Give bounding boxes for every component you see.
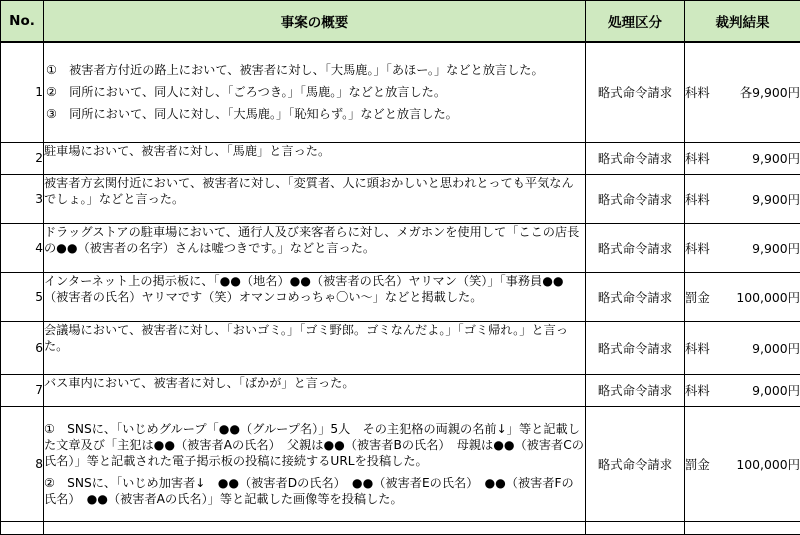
header-row (1, 1, 800, 43)
penalty-type: 科料 (685, 381, 710, 399)
result-cell (685, 374, 800, 406)
header-no: No. (1, 1, 44, 43)
case-summary-partial (44, 521, 586, 534)
case-summary: インターネット上の掲示板に、「●●（地名）●●（被害者の氏名）ヤリマン（笑）」「事務員●●（被害者の氏名）ヤリマです（笑）オマンコめっちゃ〇い～」などと掲載した。 (44, 272, 586, 321)
table-row (1, 272, 800, 321)
case-summary: 駐車場において、被害者に対し、「馬鹿」と言った。 (44, 142, 586, 174)
procedure-cell: 略式命令請求 (586, 272, 685, 321)
penalty-type: 科料 (685, 239, 710, 257)
penalty-type: 罰金 (685, 455, 710, 473)
procedure-cell: 略式命令請求 (586, 42, 685, 142)
result-cell (685, 321, 800, 374)
penalty-amount: 9,900円 (752, 190, 800, 208)
procedure-cell: 略式命令請求 (586, 374, 685, 406)
case-summary: 会議場において、被害者に対し、「おいゴミ。」「ゴミ野郎。ゴミなんだよ。」「ゴミ帰れ。」と言った。 (44, 321, 586, 374)
penalty-amount: 100,000円 (736, 288, 800, 306)
penalty-amount: 各9,900円 (740, 83, 800, 101)
header-procedure: 処理区分 (586, 1, 685, 43)
penalty-amount: 9,900円 (752, 239, 800, 257)
penalty-amount: 100,000円 (736, 455, 800, 473)
row-number: 1 (1, 42, 44, 142)
case-summary: バス車内において、被害者に対し、「ばかが」と言った。 (44, 374, 586, 406)
procedure-cell: 略式命令請求 (586, 406, 685, 521)
result-cell (685, 272, 800, 321)
result-cell-partial (685, 521, 800, 534)
procedure-cell: 略式命令請求 (586, 223, 685, 272)
table-row (1, 142, 800, 174)
result-cell (685, 142, 800, 174)
penalty-type: 科料 (685, 83, 710, 101)
table-row (1, 406, 800, 521)
row-number: 4 (1, 223, 44, 272)
result-cell (685, 406, 800, 521)
penalty-type: 科料 (685, 190, 710, 208)
case-item: ① SNSに、「いじめグループ「●●（グループ名）」5人 その主犯格の両親の名前↓」等と記載した文章及び「主犯は●●（被害者Aの氏名） 父親は●●（被害者Bの氏名） 母親は●●（被害者Cの氏名）」等と記載された電子掲示板の投稿に接続するURLを投稿した。 (44, 421, 585, 469)
penalty-amount: 9,900円 (752, 149, 800, 167)
case-summary: ドラッグストアの駐車場において、通行人及び来客者らに対し、メガホンを使用して「ここの店長の●●（被害者の名字）さんは嘘つきです。」などと言った。 (44, 223, 586, 272)
table-row (1, 174, 800, 223)
header-summary: 事案の概要 (44, 1, 586, 43)
table-row (1, 321, 800, 374)
result-cell (685, 42, 800, 142)
table-row (1, 223, 800, 272)
case-summary: 被害者方玄関付近において、被害者に対し、「変質者、人に頭おかしいと思われとっても平気なんでしょ。」などと言った。 (44, 174, 586, 223)
row-number: 7 (1, 374, 44, 406)
row-number-partial (1, 521, 44, 534)
table-row (1, 374, 800, 406)
procedure-cell-partial (586, 521, 685, 534)
table-row-partial (1, 521, 800, 534)
case-item: ② 同所において、同人に対し、「ごろつき。」「馬鹿。」などと放言した。 (46, 84, 585, 100)
penalty-amount: 9,000円 (752, 339, 800, 357)
header-result: 裁判結果 (685, 1, 800, 43)
penalty-type: 科料 (685, 339, 710, 357)
case-item: ③ 同所において、同人に対し、「大馬鹿。」「恥知らず。」などと放言した。 (46, 106, 585, 122)
result-cell (685, 223, 800, 272)
row-number: 6 (1, 321, 44, 374)
penalty-type: 科料 (685, 149, 710, 167)
case-item: ① 被害者方付近の路上において、被害者に対し、「大馬鹿。」「あほー。」などと放言した。 (46, 62, 585, 78)
row-number: 3 (1, 174, 44, 223)
procedure-cell: 略式命令請求 (586, 321, 685, 374)
row-number: 8 (1, 406, 44, 521)
result-cell (685, 174, 800, 223)
procedure-cell: 略式命令請求 (586, 142, 685, 174)
row-number: 5 (1, 272, 44, 321)
penalty-type: 罰金 (685, 288, 710, 306)
row-number: 2 (1, 142, 44, 174)
case-summary (44, 406, 586, 521)
case-item: ② SNSに、「いじめ加害者↓ ●●（被害者Dの氏名） ●●（被害者Eの氏名） ●●（被害者Fの氏名） ●●（被害者Aの氏名）」等と記載した画像等を投稿した。 (44, 475, 585, 507)
procedure-cell: 略式命令請求 (586, 174, 685, 223)
penalty-amount: 9,000円 (752, 381, 800, 399)
table-row (1, 42, 800, 142)
case-summary (44, 42, 586, 142)
